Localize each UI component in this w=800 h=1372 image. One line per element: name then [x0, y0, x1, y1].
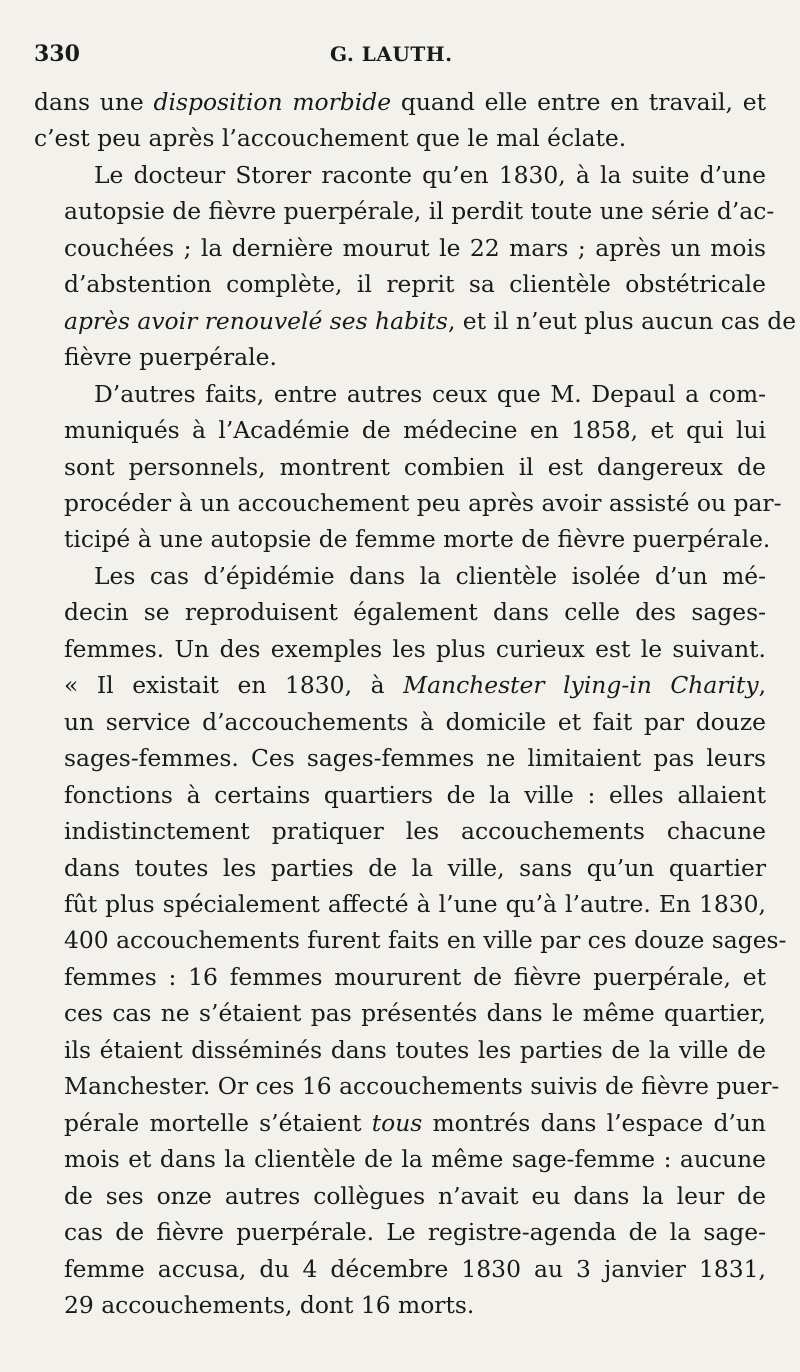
paragraph: [34, 157, 797, 376]
text-line: dans une disposition morbide quand elle entre en travail, et: [34, 88, 766, 116]
text-line: ces cas ne s’étaient pas présentés dans le même quartier,: [64, 999, 766, 1028]
text-line: decin se reproduisent également dans celle des sages-: [64, 598, 766, 627]
text-line: c’est peu après l’accouchement que le mal éclate.: [34, 124, 627, 153]
text-line: femme accusa, du 4 décembre 1830 au 3 janvier 1831,: [64, 1254, 766, 1283]
text-line: cas de fièvre puerpérale. Le registre-agenda de la sage-: [64, 1218, 766, 1247]
text-line: « Il existait en 1830, à Manchester lying-in Charity,: [64, 671, 766, 700]
text-line: indistinctement pratiquer les accouchements chacune: [64, 817, 766, 846]
text-line: D’autres faits, entre autres ceux que M. Depaul a com-: [94, 379, 766, 408]
italic-phrase: après avoir renouvelé ses habits: [64, 306, 448, 335]
italic-phrase: Manchester lying-in Charity: [403, 671, 759, 700]
page-number: 330: [34, 41, 80, 67]
text-line: sont personnels, montrent combien il est dangereux de: [64, 452, 766, 481]
running-title: G. LAUTH.: [330, 42, 453, 66]
text-line: de ses onze autres collègues n’avait eu dans la leur de: [64, 1181, 766, 1210]
text-line: pérale mortelle s’étaient tous montrés dans l’espace d’un: [64, 1108, 766, 1137]
paragraph: [34, 84, 766, 157]
text-line: autopsie de fièvre puerpérale, il perdit toute une série d’ac-: [64, 197, 775, 226]
text-line: muniqués à l’Académie de médecine en 1858, et qui lui: [64, 416, 766, 445]
text-line: femmes : 16 femmes moururent de fièvre puerpérale, et: [64, 962, 766, 991]
text-line: un service d’accouchements à domicile et fait par douze: [64, 707, 766, 736]
text-line: procéder à un accouchement peu après avoir assisté ou par-: [64, 488, 782, 517]
text-line: Les cas d’épidémie dans la clientèle isolée d’un mé-: [94, 561, 766, 590]
text-line: 400 accouchements furent faits en ville par ces douze sages-: [64, 926, 787, 955]
paragraph: [34, 376, 782, 558]
text-line: fût plus spécialement affecté à l’une qu’à l’autre. En 1830,: [64, 889, 766, 918]
text-line: Manchester. Or ces 16 accouchements suivis de fièvre puer-: [64, 1072, 780, 1101]
text-line: 29 accouchements, dont 16 morts.: [64, 1290, 475, 1319]
italic-phrase: disposition morbide: [153, 88, 392, 116]
paragraph: [34, 558, 787, 1324]
text-line: fonctions à certains quartiers de la ville : elles allaient: [64, 780, 766, 809]
text-line: femmes. Un des exemples les plus curieux est le suivant.: [64, 634, 766, 663]
text-line: fièvre puerpérale.: [64, 343, 277, 372]
text-line: ticipé à une autopsie de femme morte de fièvre puerpérale.: [64, 525, 771, 554]
body-text: [34, 84, 797, 1323]
text-line: après avoir renouvelé ses habits, et il n’eut plus aucun cas de: [64, 306, 797, 335]
running-head: [34, 38, 770, 70]
text-line: Le docteur Storer raconte qu’en 1830, à la suite d’une: [94, 160, 766, 189]
text-line: dans toutes les parties de la ville, sans qu’un quartier: [64, 853, 766, 882]
text-line: d’abstention complète, il reprit sa clientèle obstétricale: [64, 270, 766, 299]
text-line: sages-femmes. Ces sages-femmes ne limitaient pas leurs: [64, 744, 766, 773]
text-line: couchées ; la dernière mourut le 22 mars ; après un mois: [64, 233, 766, 262]
text-line: mois et dans la clientèle de la même sage-femme : aucune: [64, 1145, 766, 1174]
italic-phrase: tous: [371, 1108, 423, 1137]
text-line: ils étaient disséminés dans toutes les parties de la ville de: [64, 1035, 766, 1064]
